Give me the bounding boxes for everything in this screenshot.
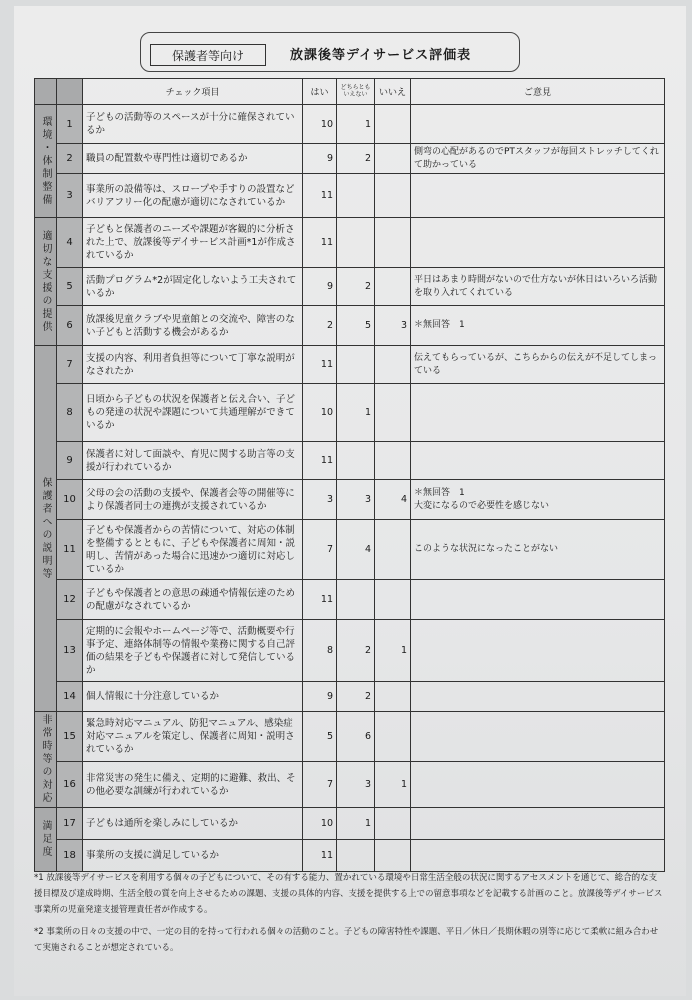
neither-count <box>337 174 375 218</box>
opinion-cell: 側弯の心配があるのでPTスタッフが毎回ストレッチしてくれて助かっている <box>411 144 665 174</box>
no-count <box>375 384 411 442</box>
row-number: 18 <box>57 840 83 872</box>
no-count <box>375 808 411 840</box>
no-count <box>375 105 411 144</box>
row-number: 8 <box>57 384 83 442</box>
no-count <box>375 520 411 580</box>
opinion-cell: このような状況になったことがない <box>411 520 665 580</box>
no-count <box>375 580 411 620</box>
neither-count: 1 <box>337 384 375 442</box>
check-item: 子どもと保護者のニーズや課題が客観的に分析された上で、放課後等デイサービス計画*1が作成されているか <box>83 218 303 268</box>
yes-count: 9 <box>303 268 337 306</box>
row-number: 5 <box>57 268 83 306</box>
category-emergency: 非常時等の対応 <box>35 712 57 808</box>
yes-count: 7 <box>303 762 337 808</box>
yes-count: 10 <box>303 384 337 442</box>
category-environment: 環境・体制整備 <box>35 105 57 218</box>
neither-count <box>337 218 375 268</box>
check-item: 子どもや保護者との意思の疎通や情報伝達のための配慮がなされているか <box>83 580 303 620</box>
table-row <box>35 520 665 580</box>
opinion-cell: ＊無回答 1 大変になるので必要性を感じない <box>411 480 665 520</box>
check-item: 子どもは通所を楽しみにしているか <box>83 808 303 840</box>
row-number: 9 <box>57 442 83 480</box>
row-number: 10 <box>57 480 83 520</box>
header-yes: はい <box>303 79 337 105</box>
neither-count <box>337 840 375 872</box>
neither-count: 1 <box>337 105 375 144</box>
neither-count: 2 <box>337 682 375 712</box>
table-row <box>35 346 665 384</box>
yes-count: 11 <box>303 580 337 620</box>
no-count <box>375 442 411 480</box>
yes-count: 7 <box>303 520 337 580</box>
header-corner <box>57 79 83 105</box>
neither-count: 2 <box>337 144 375 174</box>
neither-count <box>337 580 375 620</box>
row-number: 17 <box>57 808 83 840</box>
neither-count: 2 <box>337 620 375 682</box>
row-number: 15 <box>57 712 83 762</box>
evaluation-table <box>34 78 665 872</box>
table-row <box>35 712 665 762</box>
opinion-cell <box>411 712 665 762</box>
check-item: 日頃から子どもの状況を保護者と伝え合い、子どもの発達の状況や課題について共通理解ができているか <box>83 384 303 442</box>
row-number: 3 <box>57 174 83 218</box>
no-count: 3 <box>375 306 411 346</box>
audience-label: 保護者等向け <box>150 44 266 66</box>
row-number: 1 <box>57 105 83 144</box>
category-explanation: 保護者への説明等 <box>35 346 57 712</box>
no-count <box>375 268 411 306</box>
check-item: 放課後児童クラブや児童館との交流や、障害のない子どもと活動する機会があるか <box>83 306 303 346</box>
footnotes <box>34 870 664 962</box>
no-count: 4 <box>375 480 411 520</box>
neither-count: 3 <box>337 480 375 520</box>
no-count <box>375 712 411 762</box>
check-item: 活動プログラム*2が固定化しないよう工夫されているか <box>83 268 303 306</box>
check-item: 父母の会の活動の支援や、保護者会等の開催等により保護者同士の連携が支援されているか <box>83 480 303 520</box>
yes-count: 11 <box>303 840 337 872</box>
table-row <box>35 144 665 174</box>
neither-count: 5 <box>337 306 375 346</box>
neither-count: 6 <box>337 712 375 762</box>
opinion-cell <box>411 682 665 712</box>
yes-count: 11 <box>303 442 337 480</box>
row-number: 16 <box>57 762 83 808</box>
header-check-item: チェック項目 <box>83 79 303 105</box>
check-item: 定期的に会報やホームページ等で、活動概要や行事予定、連絡体制等の情報や業務に関する自己評価の結果を子どもや保護者に対して発信しているか <box>83 620 303 682</box>
yes-count: 11 <box>303 174 337 218</box>
yes-count: 11 <box>303 218 337 268</box>
yes-count: 9 <box>303 144 337 174</box>
no-count <box>375 218 411 268</box>
opinion-cell <box>411 580 665 620</box>
yes-count: 10 <box>303 105 337 144</box>
check-item: 緊急時対応マニュアル、防犯マニュアル、感染症対応マニュアルを策定し、保護者に周知・説明されているか <box>83 712 303 762</box>
no-count <box>375 840 411 872</box>
table-row <box>35 268 665 306</box>
row-number: 4 <box>57 218 83 268</box>
yes-count: 2 <box>303 306 337 346</box>
yes-count: 10 <box>303 808 337 840</box>
header-neither: どちらともいえない <box>337 79 375 105</box>
table-row <box>35 840 665 872</box>
no-count: 1 <box>375 762 411 808</box>
footnote-1: *1 放課後等デイサービスを利用する個々の子どもについて、その有する能力、置かれている環境や日常生活全般の状況に関するアセスメントを通じて、総合的な支援目標及び達成時期、生活全般の質を向上させるための課題、支援の具体的内容、支援を提供する上での留意事項などを記載する計画のこと。放課後等デイサービス事業所の児童発達支援管理責任者が作成する。 <box>34 873 663 915</box>
check-item: 子どもや保護者からの苦情について、対応の体制を整備するとともに、子どもや保護者に周知・説明し、苦情があった場合に迅速かつ適切に対応しているか <box>83 520 303 580</box>
opinion-cell <box>411 840 665 872</box>
opinion-cell <box>411 174 665 218</box>
yes-count: 5 <box>303 712 337 762</box>
no-count <box>375 144 411 174</box>
table-row <box>35 174 665 218</box>
row-number: 13 <box>57 620 83 682</box>
neither-count: 1 <box>337 808 375 840</box>
neither-count: 4 <box>337 520 375 580</box>
page-title: 放課後等デイサービス評価表 <box>290 48 472 63</box>
opinion-cell <box>411 105 665 144</box>
table-header-row <box>35 79 665 105</box>
row-number: 11 <box>57 520 83 580</box>
check-item: 職員の配置数や専門性は適切であるか <box>83 144 303 174</box>
header-opinion: ご意見 <box>411 79 665 105</box>
table-row <box>35 620 665 682</box>
no-count <box>375 346 411 384</box>
check-item: 個人情報に十分注意しているか <box>83 682 303 712</box>
opinion-cell <box>411 620 665 682</box>
table-row <box>35 218 665 268</box>
check-item: 保護者に対して面談や、育児に関する助言等の支援が行われているか <box>83 442 303 480</box>
category-support: 適切な支援の提供 <box>35 218 57 346</box>
category-satisfaction: 満足度 <box>35 808 57 872</box>
neither-count <box>337 346 375 384</box>
table-row <box>35 442 665 480</box>
table-row <box>35 580 665 620</box>
header-corner <box>35 79 57 105</box>
table-row <box>35 682 665 712</box>
row-number: 12 <box>57 580 83 620</box>
check-item: 非常災害の発生に備え、定期的に避難、救出、その他必要な訓練が行われているか <box>83 762 303 808</box>
opinion-cell: 伝えてもらっているが、こちらからの伝えが不足してしまっている <box>411 346 665 384</box>
neither-count: 2 <box>337 268 375 306</box>
check-item: 支援の内容、利用者負担等について丁寧な説明がなされたか <box>83 346 303 384</box>
check-item: 子どもの活動等のスペースが十分に確保されているか <box>83 105 303 144</box>
header-no: いいえ <box>375 79 411 105</box>
row-number: 7 <box>57 346 83 384</box>
yes-count: 11 <box>303 346 337 384</box>
no-count <box>375 174 411 218</box>
opinion-cell: 平日はあまり時間がないので仕方ないが休日はいろいろ活動を取り入れてくれている <box>411 268 665 306</box>
opinion-cell <box>411 762 665 808</box>
table-row <box>35 105 665 144</box>
no-count <box>375 682 411 712</box>
table-row <box>35 480 665 520</box>
yes-count: 8 <box>303 620 337 682</box>
yes-count: 9 <box>303 682 337 712</box>
table-row <box>35 808 665 840</box>
opinion-cell <box>411 442 665 480</box>
check-item: 事業所の支援に満足しているか <box>83 840 303 872</box>
row-number: 14 <box>57 682 83 712</box>
row-number: 2 <box>57 144 83 174</box>
table-row <box>35 384 665 442</box>
check-item: 事業所の設備等は、スロープや手すりの設置などバリアフリー化の配慮が適切になされているか <box>83 174 303 218</box>
no-count: 1 <box>375 620 411 682</box>
yes-count: 3 <box>303 480 337 520</box>
neither-count <box>337 442 375 480</box>
opinion-cell <box>411 384 665 442</box>
row-number: 6 <box>57 306 83 346</box>
footnote-2: *2 事業所の日々の支援の中で、一定の目的を持って行われる個々の活動のこと。子どもの障害特性や課題、平日／休日／長期休暇の別等に応じて柔軟に組み合わせて実施されることが想定されている。 <box>34 927 659 953</box>
table-row <box>35 306 665 346</box>
opinion-cell <box>411 808 665 840</box>
opinion-cell: ＊無回答 1 <box>411 306 665 346</box>
neither-count: 3 <box>337 762 375 808</box>
opinion-cell <box>411 218 665 268</box>
table-row <box>35 762 665 808</box>
